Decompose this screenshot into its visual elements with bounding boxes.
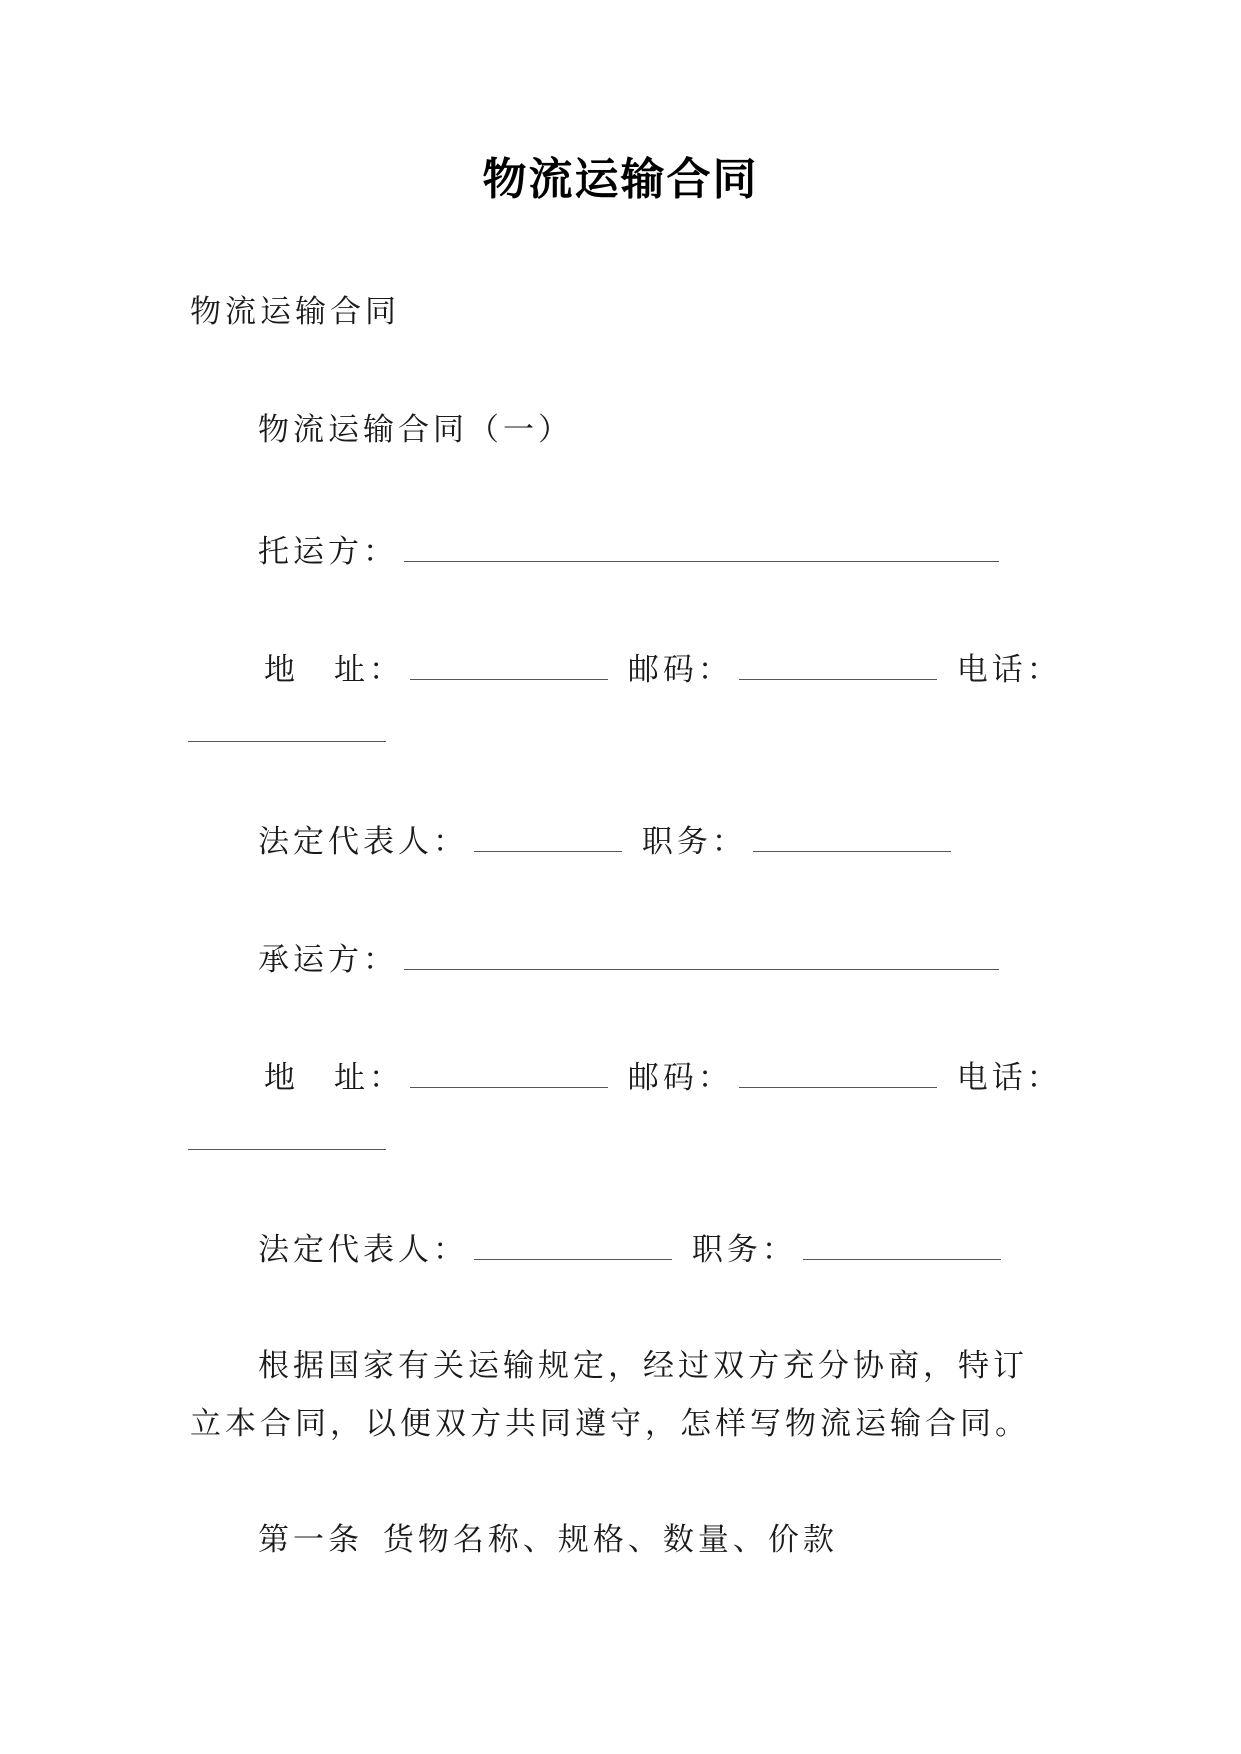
carrier-phone-blank [188, 1121, 386, 1150]
article-one-heading: 第一条 货物名称、规格、数量、价款 [258, 1522, 838, 1558]
shipper-postcode-label: 邮码： [627, 652, 733, 688]
shipper-phone-label: 电话： [956, 652, 1062, 688]
intro-paragraph: 根据国家有关运输规定，经过双方充分协商，特订立本合同，以便双方共同遵守，怎样写物流运输合同。 [190, 1348, 1030, 1442]
shipper-postcode-blank [739, 651, 937, 680]
shipper-contact-row [264, 650, 1062, 690]
shipper-rep-blank [474, 823, 622, 852]
carrier-rep-blank [474, 1231, 672, 1260]
carrier-postcode-label: 邮码： [627, 1060, 733, 1096]
shipper-rep-label: 法定代表人： [258, 824, 468, 860]
shipper-address-blank [410, 651, 608, 680]
carrier-label: 承运方： [258, 942, 398, 978]
shipper-blank [404, 533, 999, 562]
shipper-position-label: 职务： [641, 824, 747, 860]
shipper-position-blank [753, 823, 951, 852]
carrier-row [258, 940, 1005, 980]
document-title: 物流运输合同 [482, 154, 759, 205]
carrier-position-blank [803, 1231, 1001, 1260]
section-heading: 物流运输合同（一） [258, 412, 573, 448]
shipper-phone-blank-row [188, 712, 392, 752]
carrier-phone-label: 电话： [956, 1060, 1062, 1096]
shipper-label: 托运方： [258, 534, 398, 570]
shipper-rep-row [258, 822, 957, 862]
carrier-rep-label: 法定代表人： [258, 1232, 468, 1268]
carrier-address-blank [410, 1059, 608, 1088]
carrier-postcode-blank [739, 1059, 937, 1088]
shipper-row [258, 532, 1005, 572]
document-subtitle: 物流运输合同 [190, 294, 400, 330]
carrier-phone-blank-row [188, 1120, 392, 1160]
carrier-blank [404, 941, 999, 970]
carrier-contact-row [264, 1058, 1062, 1098]
shipper-phone-blank [188, 713, 386, 742]
carrier-address-label: 地 址： [264, 1060, 404, 1096]
carrier-position-label: 职务： [691, 1232, 797, 1268]
shipper-address-label: 地 址： [264, 652, 404, 688]
carrier-rep-row [258, 1230, 1007, 1270]
